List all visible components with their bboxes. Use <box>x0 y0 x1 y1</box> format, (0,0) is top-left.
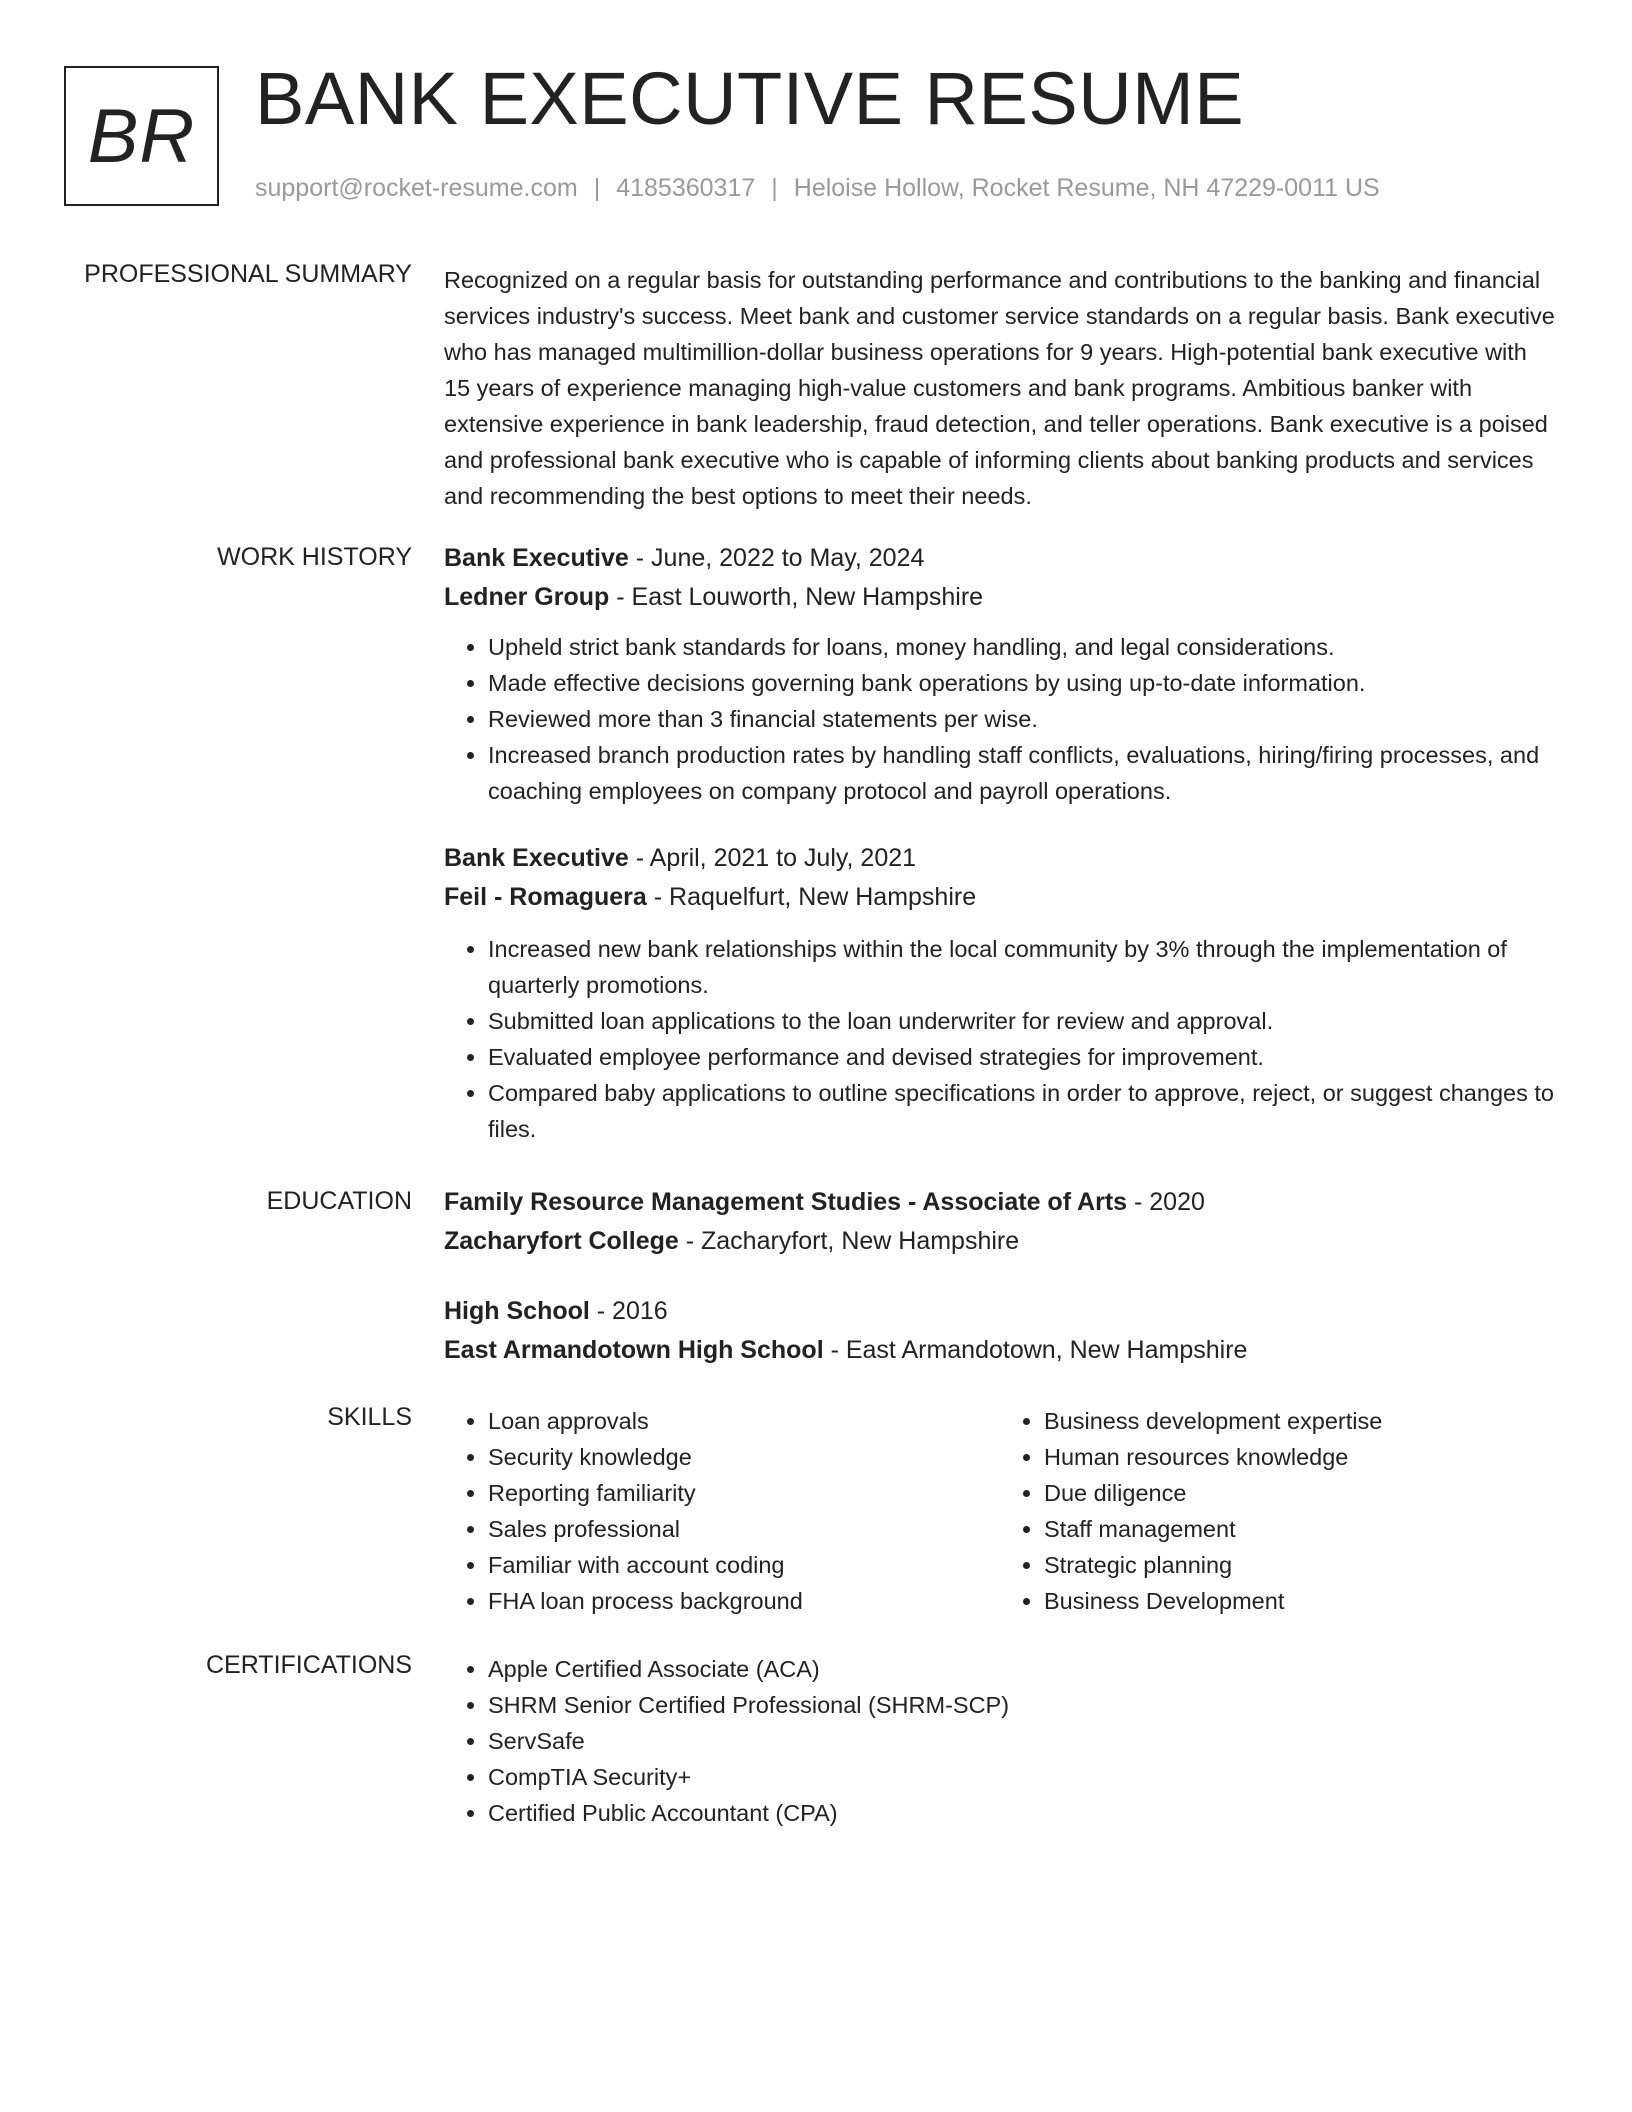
job-dates: - June, 2022 to May, 2024 <box>628 544 925 572</box>
contact-phone[interactable]: 4185360317 <box>616 174 756 202</box>
summary-text: Recognized on a regular basis for outstanding performance and contributions to the banking and financial services industry's success. Meet bank and customer service standards on a regular basis. Bank executive who has managed multimillion-dollar business operations for 9 years. High-potential bank executive with 15 years of experience managing high-value customers and bank programs. Ambitious banker with extensive experience in bank leadership, fraud detection, and teller operations. Bank executive is a poised and professional bank executive who is capable of informing clients about banking products and services and recommending the best options to meet their needs. <box>444 267 1555 509</box>
job-title: Bank Executive <box>444 544 629 572</box>
job-bullet: • Compared baby applications to outline specifications in order to approve, reject, or suggest changes to files. <box>488 1075 1556 1147</box>
job-location: - East Louworth, New Hampshire <box>609 583 984 611</box>
skill-item: • Staff management <box>1044 1511 1556 1547</box>
skills-list-left <box>444 1403 1000 1619</box>
skill-item: • Business Development <box>1044 1583 1556 1619</box>
education-year: - 2020 <box>1127 1188 1205 1216</box>
section-label-work: WORK HISTORY <box>217 543 412 571</box>
skill-item: • Due diligence <box>1044 1475 1556 1511</box>
job-org-line <box>444 578 1556 617</box>
job-bullets <box>444 629 1556 809</box>
job-location: - Raquelfurt, New Hampshire <box>646 883 977 911</box>
job-dates: - April, 2021 to July, 2021 <box>628 844 917 872</box>
contact-email[interactable]: support@rocket-resume.com <box>255 174 578 202</box>
monogram-logo: BR <box>64 66 219 206</box>
skill-item: • FHA loan process background <box>488 1583 1000 1619</box>
certification-item: • SHRM Senior Certified Professional (SHRM-SCP) <box>488 1687 1556 1723</box>
job-bullet: • Increased branch production rates by handling staff conflicts, evaluations, hiring/firing processes, and coaching employees on company protocol and payroll operations. <box>488 737 1556 809</box>
education-degree: High School <box>444 1297 590 1325</box>
education-entry <box>444 1183 1556 1261</box>
education-school-line <box>444 1331 1556 1370</box>
skills-list-right <box>1000 1403 1556 1619</box>
job-entry <box>444 539 1556 809</box>
section-label-skills: SKILLS <box>327 1403 412 1431</box>
education-year: - 2016 <box>589 1297 668 1325</box>
job-title-line <box>444 839 1556 878</box>
education-location: - Zacharyfort, New Hampshire <box>678 1227 1020 1255</box>
education-degree: Family Resource Management Studies - Associate of Arts <box>444 1188 1128 1216</box>
certification-item: • Certified Public Accountant (CPA) <box>488 1795 1556 1831</box>
job-title: Bank Executive <box>444 844 629 872</box>
education-location: - East Armandotown, New Hampshire <box>823 1336 1248 1364</box>
section-label-certifications: CERTIFICATIONS <box>205 1651 412 1679</box>
education-entry <box>444 1292 1556 1370</box>
certification-item: • CompTIA Security+ <box>488 1759 1556 1795</box>
job-company: Ledner Group <box>444 583 610 611</box>
job-bullets <box>444 931 1556 1147</box>
contact-separator: | <box>593 174 601 202</box>
job-bullet: • Increased new bank relationships within the local community by 3% through the implementation of quarterly promotions. <box>488 931 1556 1003</box>
education-school: East Armandotown High School <box>444 1336 824 1364</box>
job-bullet: • Reviewed more than 3 financial statements per wise. <box>488 701 1556 737</box>
skill-item: • Security knowledge <box>488 1439 1000 1475</box>
skill-item: • Human resources knowledge <box>1044 1439 1556 1475</box>
skill-item: • Loan approvals <box>488 1403 1000 1439</box>
contact-line <box>255 174 1380 203</box>
education-degree-line <box>444 1292 1556 1331</box>
certifications-list <box>444 1651 1556 1831</box>
skill-item: • Reporting familiarity <box>488 1475 1000 1511</box>
job-title-line <box>444 539 1556 578</box>
contact-address: Heloise Hollow, Rocket Resume, NH 47229-0011 US <box>793 174 1380 202</box>
resume-title: BANK EXECUTIVE RESUME <box>255 57 1245 140</box>
skill-item: • Strategic planning <box>1044 1547 1556 1583</box>
certification-item: • Apple Certified Associate (ACA) <box>488 1651 1556 1687</box>
job-bullet: • Submitted loan applications to the loan underwriter for review and approval. <box>488 1003 1556 1039</box>
contact-separator: | <box>771 174 778 202</box>
job-entry <box>444 839 1556 1147</box>
certification-item: • ServSafe <box>488 1723 1556 1759</box>
skill-item: • Familiar with account coding <box>488 1547 1000 1583</box>
skills-columns <box>444 1403 1556 1619</box>
job-org-line <box>444 878 1556 917</box>
section-label-summary: PROFESSIONAL SUMMARY <box>84 260 412 288</box>
section-label-education: EDUCATION <box>266 1187 412 1215</box>
job-bullet: • Upheld strict bank standards for loans, money handling, and legal considerations. <box>488 629 1556 665</box>
skill-item: • Sales professional <box>488 1511 1000 1547</box>
skill-item: • Business development expertise <box>1044 1403 1556 1439</box>
job-bullet: • Evaluated employee performance and devised strategies for improvement. <box>488 1039 1556 1075</box>
education-school-line <box>444 1222 1556 1261</box>
education-degree-line <box>444 1183 1556 1222</box>
job-company: Feil - Romaguera <box>444 883 647 911</box>
job-bullet: • Made effective decisions governing bank operations by using up-to-date information. <box>488 665 1556 701</box>
education-school: Zacharyfort College <box>444 1227 679 1255</box>
